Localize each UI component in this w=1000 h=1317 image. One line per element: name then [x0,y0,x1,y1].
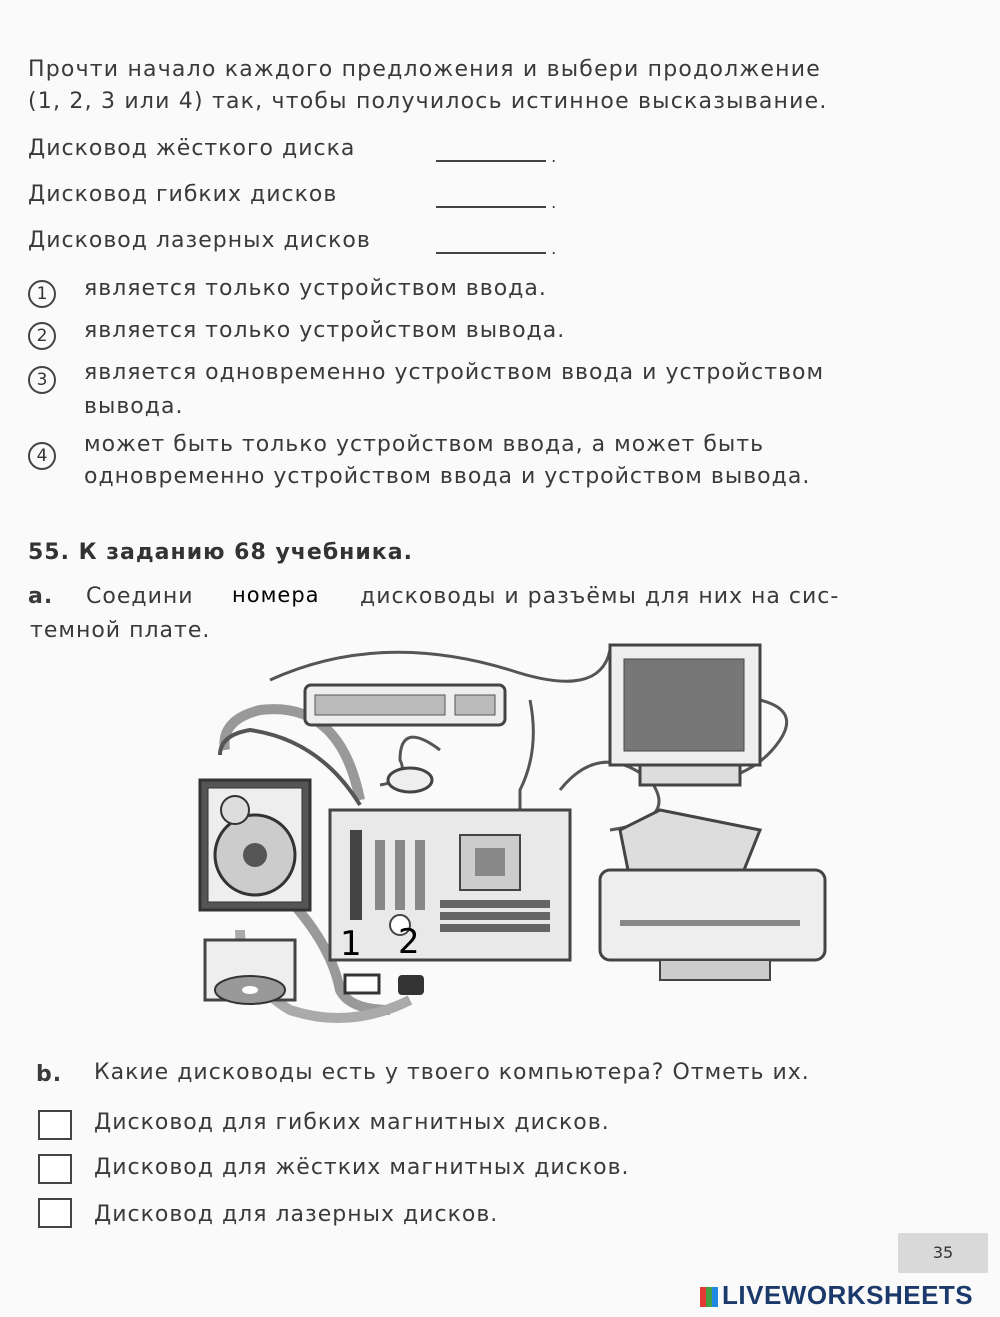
option-1-text: является только устройством ввода. [84,276,547,301]
computer-illustration [180,640,840,1040]
answer-blank-hdd[interactable] [436,142,556,166]
brand-text: LIVEWORKSHEETS [722,1280,974,1310]
checkbox-laser[interactable] [38,1198,72,1228]
instruction-line-1: Прочти начало каждого предложения и выбери продолжение [28,57,821,82]
page-number: 35 [898,1233,988,1273]
part-a-text-start: Соедини [86,584,194,609]
option-4-text-line2: одновременно устройством ввода и устройством вывода. [84,464,811,489]
monitor [610,645,760,785]
cable-monitor [270,650,610,681]
task-heading: 55. К заданию 68 учебника. [28,540,413,565]
checkbox-label-floppy: Дисковод для гибких магнитных дисков. [94,1110,610,1135]
option-2-text: является только устройством вывода. [84,318,566,343]
option-number-2: 2 [28,322,56,350]
option-number-3: 3 [28,366,56,394]
blank-label: Дисковод лазерных дисков [28,228,371,253]
part-a-text-line2: темной плате. [30,618,211,643]
optical-drive [205,940,295,1004]
footer-brand [700,1280,973,1311]
blank-label: Дисковод гибких дисков [28,182,338,207]
part-b-question: Какие дисководы есть у твоего компьютера? Отметь их. [94,1060,810,1085]
brand-logo-icon [700,1287,718,1307]
checkbox-label-hdd: Дисковод для жёстких магнитных дисков. [94,1155,630,1180]
blank-row-floppy [28,182,337,207]
instruction-line-2: (1, 2, 3 или 4) так, чтобы получилось истинное высказывание. [28,89,828,114]
option-3-text-line1: является одновременно устройством ввода и устройством [84,360,825,385]
option-3-text-line2: вывода. [84,394,184,419]
part-b-letter: b. [36,1062,63,1087]
blank-end: . [551,239,557,258]
motherboard [330,810,570,960]
blank-label: Дисковод жёсткого диска [28,136,356,161]
blank-end: . [551,147,557,166]
mouse [388,768,432,792]
printer [600,810,825,980]
checkbox-hdd[interactable] [38,1154,72,1184]
option-4-text-line1: может быть только устройством ввода, а может быть [84,432,765,457]
checkbox-floppy[interactable] [38,1110,72,1140]
blank-row-hdd [28,136,355,161]
connector-label-2: 2 [398,922,420,962]
inserted-word: номера [232,583,320,607]
option-number-4: 4 [28,442,56,470]
part-a-letter: а. [28,584,54,609]
part-a-text-end: дисководы и разъёмы для них на сис- [360,584,840,609]
answer-blank-laser[interactable] [436,234,556,258]
checkbox-label-laser: Дисковод для лазерных дисков. [94,1202,499,1227]
connector-1 [345,975,379,993]
cable-keyboard [520,700,533,810]
hard-disk-drive [200,780,310,910]
connector-label-1: 1 [340,924,362,964]
option-number-1: 1 [28,280,56,308]
keyboard [305,685,505,725]
connector-2 [398,975,424,995]
blank-row-laser [28,228,371,253]
blank-end: . [551,193,557,212]
answer-blank-floppy[interactable] [436,188,556,212]
